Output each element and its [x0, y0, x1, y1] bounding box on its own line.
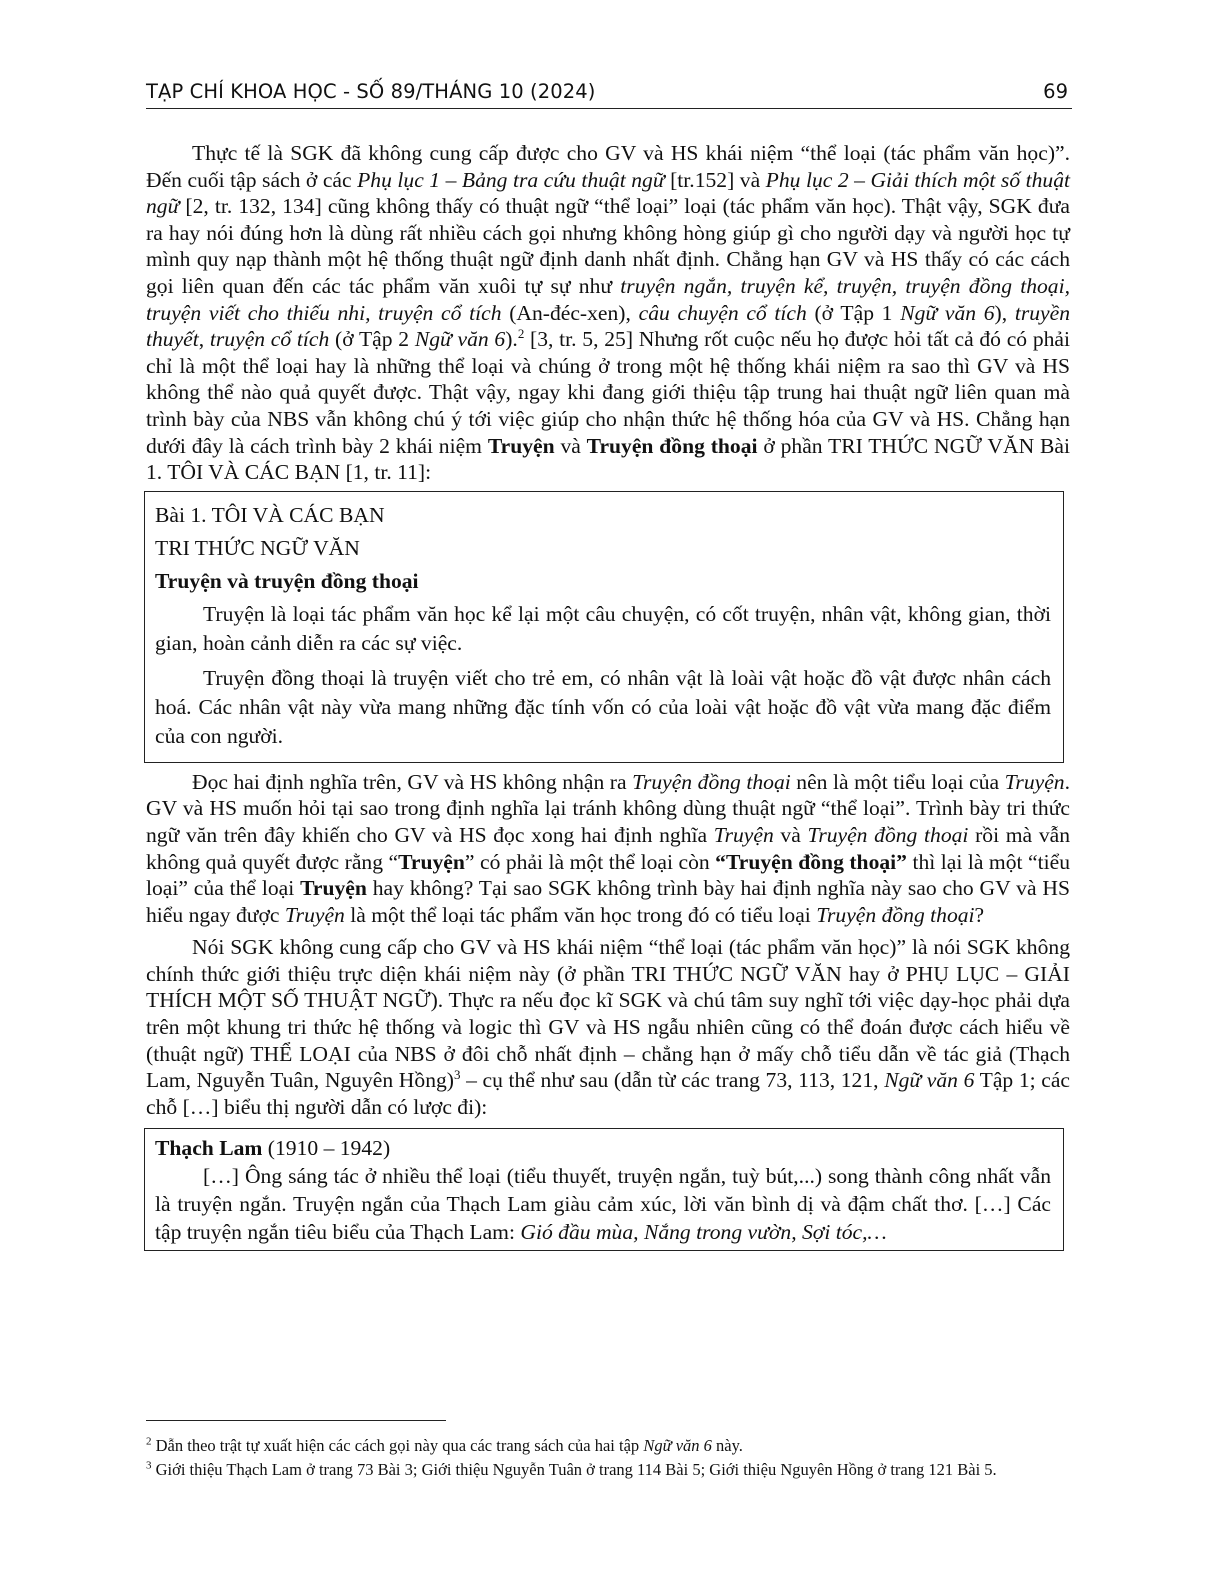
bold-run: Truyện: [487, 433, 555, 458]
text-run: nên là một tiểu loại của: [790, 769, 1005, 794]
quote-box-thach-lam: [144, 1128, 1064, 1251]
bold-run: Truyện: [300, 876, 367, 901]
footnote-ref-3[interactable]: 3: [453, 1067, 461, 1083]
italic-run: Gió đầu mùa, Nắng trong vườn, Sợi tóc,…: [520, 1220, 887, 1245]
italic-run: Ngữ văn 6: [414, 327, 506, 352]
text-run: và: [773, 822, 808, 847]
text-run: Dẫn theo trật tự xuất hiện các cách gọi này qua các trang sách của hai tập: [151, 1436, 644, 1455]
text-run: Tập 1; các chỗ […] biểu thị người dẫn có lược đi):: [146, 1068, 1070, 1119]
text-run: . GV và HS muốn hỏi tại sao trong định nghĩa lại tránh không dùng thuật ngữ “thể loại”. Trình bày tri thức ngữ văn trên đây khiến cho GV và HS đọc xong hai định nghĩa: [146, 769, 1070, 847]
text-run: hay không? Tại sao SGK không trình bày hai định nghĩa này sao cho GV và HS hiểu ngay được: [146, 876, 1070, 927]
text-run: là một thể loại tác phẩm văn học trong đó có tiểu loại: [344, 902, 817, 927]
text-run: Nói SGK không cung cấp cho GV và HS khái niệm “thể loại (tác phẩm văn học)” là nói SGK không chính thức giới thiệu trực diện khái niệm này (ở phần TRI THỨC NGỮ VĂN hay ở PHỤ LỤC – GIẢI THÍCH MỘT SỐ THUẬT NGỮ). Thực ra nếu đọc kĩ SGK và chú tâm suy nghĩ tới việc dạy-học phải dựa trên một khung tri thức hệ thống và logic thì GV và HS ngẫu nhiên cũng có thể đoán được cách hiểu về (thuật ngữ) THỂ LOẠI của NBS ở đôi chỗ nhất định – chẳng hạn ở mấy chỗ tiểu dẫn về tác giả (Thạch Lam, Nguyễn Tuân, Nguyên Hồng): [146, 935, 1070, 1093]
text-run: ?: [974, 902, 985, 927]
italic-run: Truyện: [713, 822, 774, 847]
paragraph-1: [146, 140, 1070, 486]
quote-box-definitions: [144, 491, 1064, 763]
italic-run: truyền thuyết: [146, 300, 1071, 352]
italic-run: Ngữ văn 6: [884, 1068, 975, 1093]
footnote-ref-2[interactable]: 2: [517, 325, 525, 341]
author-line: [155, 1134, 1051, 1162]
text-run: (An-đéc-xen),: [501, 300, 639, 325]
text-run: thì lại là một “tiểu loại” của thể loại: [146, 849, 1070, 901]
footnote-divider: [146, 1420, 446, 1421]
italic-run: Ngữ văn 6: [900, 300, 995, 325]
italic-run: Truyện đồng thoại: [816, 902, 975, 927]
text-run: Giới thiệu Thạch Lam ở trang 73 Bài 3; Giới thiệu Nguyễn Tuân ở trang 114 Bài 5; Giới thiệu Nguyên Hồng ở trang 121 Bài 5.: [151, 1460, 997, 1479]
text-run: rồi mà vẫn không quả quyết được rằng “: [146, 822, 1071, 874]
footnote-3: [146, 1458, 1070, 1481]
text-run: ),: [994, 300, 1015, 325]
lesson-title: Bài 1. TÔI VÀ CÁC BẠN: [155, 502, 385, 527]
italic-run: câu chuyện cổ tích: [638, 300, 807, 325]
page-number: 69: [1043, 80, 1068, 103]
footnote-number: 3: [146, 1459, 152, 1472]
text-run: (ở Tập 1: [806, 300, 901, 325]
italic-run: truyện cổ tích: [209, 327, 330, 352]
author-bio: [155, 1162, 1051, 1246]
footnote-2: [146, 1434, 1070, 1457]
bold-run: “Truyện đồng thoại”: [715, 849, 907, 874]
italic-run: Truyện đồng thoại: [807, 822, 969, 847]
text-run: ).: [505, 327, 518, 352]
author-years: (1910 – 1942): [262, 1136, 391, 1161]
text-run: [2, tr. 132, 134] cũng không thấy có thuật ngữ “thể loại” loại (tác phẩm văn học). Thật vậy, SGK đưa ra hay nói đúng hơn là dùng rất nhiều cách gọi nhưng không hòng giúp gì cho người dạy và người học tự mình quy nạp thành một hệ thống thuật ngữ định danh nhất định. Chẳng hạn GV và HS thấy có các cách gọi liên quan đến các tác phẩm văn xuôi tự sự như: [146, 194, 1070, 298]
definition-truyen-dong-thoai: Truyện đồng thoại là truyện viết cho trẻ em, có nhân vật là loài vật hoặc đồ vật được nhân cách hoá. Các nhân vật này vừa mang những đặc tính vốn có của loài vật hoặc đồ vật vừa mang đặc điểm của con người.: [155, 665, 1051, 748]
footnotes: [146, 1434, 1070, 1482]
bold-run: Truyện: [398, 849, 465, 874]
bold-run: Truyện đồng thoại: [586, 433, 758, 458]
footnote-number: 2: [146, 1435, 152, 1448]
article-body: [146, 140, 1070, 1256]
box-heading-text: Truyện và truyện đồng thoại: [155, 568, 419, 593]
italic-run: Truyện đồng thoại: [632, 769, 791, 794]
author-name: Thạch Lam: [155, 1136, 263, 1161]
definition-truyen: Truyện là loại tác phẩm văn học kể lại một câu chuyện, có cốt truyện, nhân vật, không gian, thời gian, hoàn cảnh diễn ra các sự việc.: [155, 601, 1051, 655]
text-run: ở phần TRI THỨC NGỮ VĂN Bài 1. TÔI VÀ CÁC BẠN [1, tr. 11]:: [146, 433, 1070, 485]
text-run: – cụ thể như sau (dẫn từ các trang 73, 113, 121,: [460, 1068, 885, 1093]
text-run: [tr.152] và: [664, 167, 766, 192]
text-run: ,: [198, 327, 210, 352]
text-run: này.: [711, 1436, 743, 1455]
text-run: Đọc hai định nghĩa trên, GV và HS không nhận ra: [192, 769, 633, 794]
italic-run: Truyện: [284, 902, 345, 927]
box-heading: [155, 565, 1051, 598]
italic-run: Phụ lục 2 – Giải thích một số thuật ngữ: [146, 167, 1071, 219]
paragraph-3: [146, 934, 1070, 1120]
paragraph-2: [146, 769, 1070, 929]
text-run: […] Ông sáng tác ở nhiều thể loại (tiểu thuyết, truyện ngắn, tuỳ bút,...) song thành công nhất vẫn là truyện ngắn. Truyện ngắn của Thạch Lam giàu cảm xúc, lời văn bình dị và đậm chất thơ. […] Các tập truyện ngắn tiêu biểu của Thạch Lam:: [155, 1164, 1051, 1245]
text-run: và: [554, 433, 587, 458]
text-run: (ở Tập 2: [329, 327, 415, 352]
text-run: [3, tr. 5, 25] Nhưng rốt cuộc nếu họ được hỏi tất cả đó có phải chỉ là một thể loại hay là những thể loại và chúng ở trong một hệ thống khái niệm ra sao thì GV và HS không thể nào quả quyết được. Thật vậy, ngay khi đang giới thiệu tập trung hai thuật ngữ liên quan mà trình bày của NBS vẫn không chú ý tới việc giúp cho nhận thức hệ thống hóa của GV và HS. Chẳng hạn dưới đây là cách trình bày 2 khái niệm: [146, 327, 1070, 458]
italic-run: truyện ngắn, truyện kể, truyện, truyện đồng thoại, truyện viết cho thiếu nhi, truyện cổ tích: [146, 273, 1070, 325]
section-title: TRI THỨC NGỮ VĂN: [155, 535, 360, 560]
journal-title: TẠP CHÍ KHOA HỌC - SỐ 89/THÁNG 10 (2024): [146, 80, 596, 103]
italic-run: Truyện: [1004, 769, 1065, 794]
italic-run: Ngữ văn 6: [643, 1436, 712, 1455]
text-run: ” có phải là một thể loại còn: [464, 849, 716, 874]
italic-run: Phụ lục 1 – Bảng tra cứu thuật ngữ: [357, 167, 665, 192]
text-run: Thực tế là SGK đã không cung cấp được cho GV và HS khái niệm “thể loại (tác phẩm văn học)”. Đến cuối tập sách ở các: [146, 141, 1070, 192]
running-header: [146, 80, 1072, 109]
